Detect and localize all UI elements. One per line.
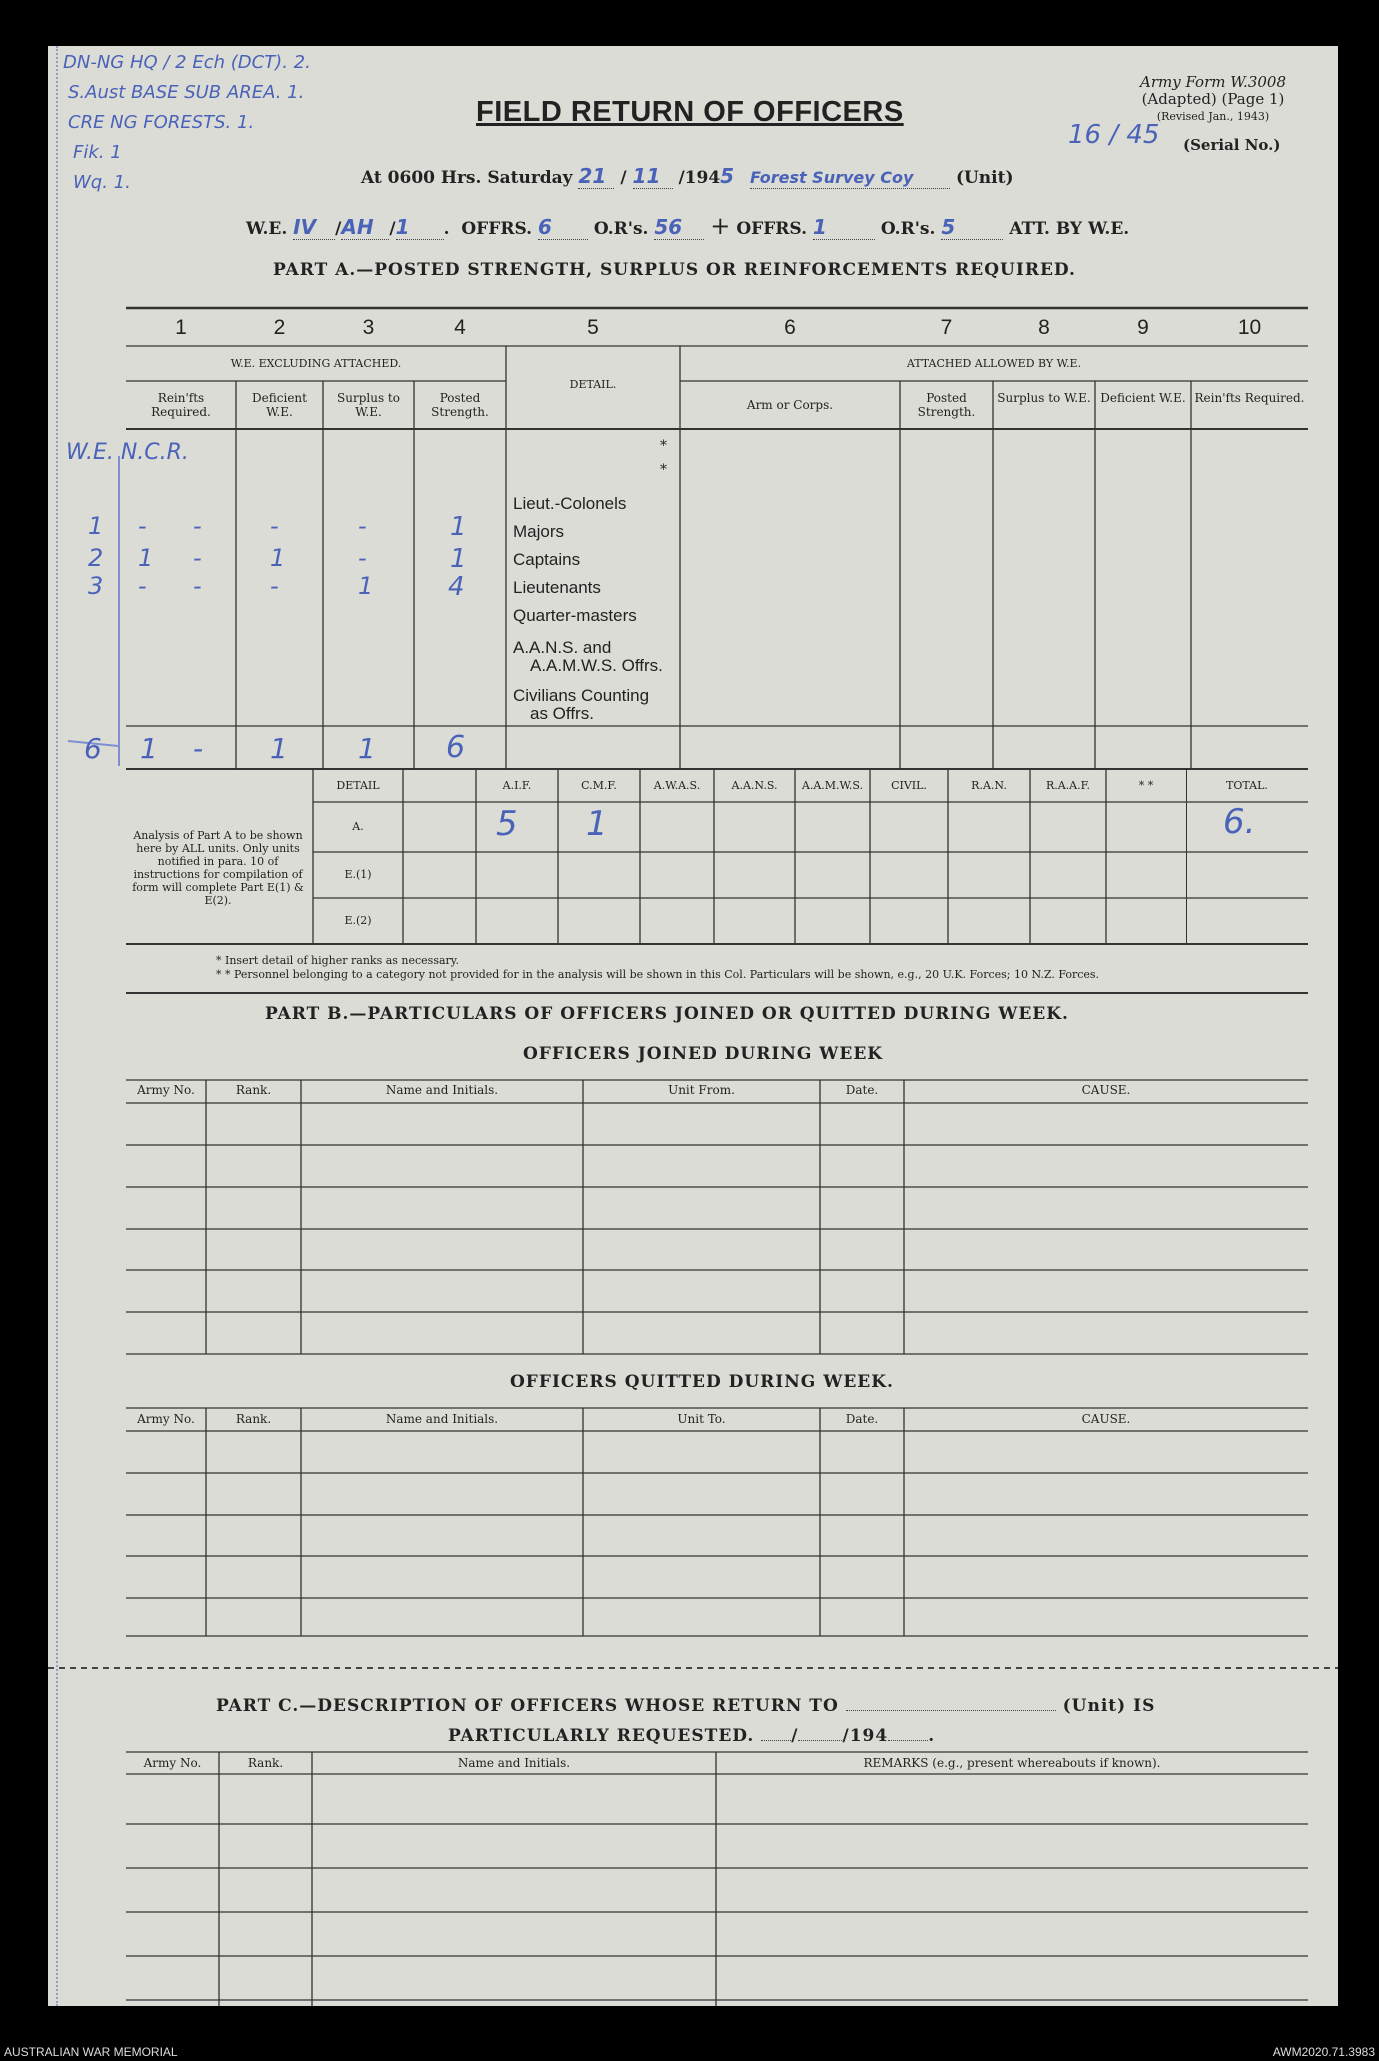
rank-lieutenants: Lieutenants xyxy=(513,578,601,597)
att-ors-value: 5 xyxy=(941,215,956,239)
footnote-1: * Insert detail of higher ranks as necessary. xyxy=(216,954,460,967)
star-2: * xyxy=(660,462,667,478)
analysis-h-aans: A.A.N.S. xyxy=(731,779,778,792)
analysis-h-civil: CIVIL. xyxy=(891,779,927,792)
hw-c5-r3: 4 xyxy=(448,572,465,602)
partc-h-remarks: REMARKS (e.g., present whereabouts if known). xyxy=(863,1756,1161,1770)
year-prefix: 194 xyxy=(684,168,721,188)
quitted-h-cause: CAUSE. xyxy=(1081,1412,1131,1426)
quitted-h-date: Date. xyxy=(845,1412,879,1426)
analysis-h-aif: A.I.F. xyxy=(502,779,532,792)
margin-note-4: Fik. 1 xyxy=(73,142,122,163)
part-b-title: PART B.—PARTICULARS OF OFFICERS JOINED OR QUITTED DURING WEEK. xyxy=(265,1004,1069,1024)
arm-header: Arm or Corps. xyxy=(746,398,834,412)
left-group-header: W.E. EXCLUDING ATTACHED. xyxy=(230,357,402,370)
surplus-header: Surplus to W.E. xyxy=(337,391,400,419)
col-num-4: 4 xyxy=(454,316,466,339)
hw-row-num-total: 6 xyxy=(84,732,102,765)
month-value: 11 xyxy=(632,164,661,188)
col-num-7: 7 xyxy=(940,316,953,339)
unit-value: Forest Survey Coy xyxy=(750,168,914,187)
hw-c5-total: 6 xyxy=(446,730,466,765)
att-offrs-value: 1 xyxy=(812,215,827,239)
hw-cmf: 1 xyxy=(586,804,608,844)
joined-h-army-no: Army No. xyxy=(137,1083,195,1097)
surplus-r-header: Surplus to W.E. xyxy=(997,391,1091,405)
quitted-h-rank: Rank. xyxy=(235,1412,272,1426)
rank-quartermasters: Quarter-masters xyxy=(513,606,637,625)
joined-h-name: Name and Initials. xyxy=(385,1083,499,1097)
quitted-h-army-no: Army No. xyxy=(137,1412,195,1426)
analysis-h-cmf: C.M.F. xyxy=(581,779,617,792)
hw-c5-r2: 1 xyxy=(450,544,467,574)
hw-row-num-1: 1 xyxy=(88,512,104,540)
partc-h-name: Name and Initials. xyxy=(457,1756,571,1770)
joined-h-date: Date. xyxy=(845,1083,879,1097)
hw-total: 6. xyxy=(1223,802,1256,842)
archive-credit: AUSTRALIAN WAR MEMORIAL xyxy=(4,2045,178,2059)
analysis-row-a: A. xyxy=(352,820,364,833)
hw-row-num-3: 3 xyxy=(88,572,104,600)
hw-c3-total: 1 xyxy=(270,732,288,765)
hw-c2-r2: - xyxy=(193,544,202,572)
right-group-header: ATTACHED ALLOWED BY W.E. xyxy=(906,357,1082,370)
hw-c4-total: 1 xyxy=(358,732,376,765)
posted-r-header: Posted Strength. xyxy=(917,391,976,419)
year-digit: 5 xyxy=(720,164,735,188)
form-number: Army Form W.3008 xyxy=(1140,73,1286,91)
part-c-requested: PARTICULARLY REQUESTED. xyxy=(448,1726,755,1746)
analysis-h-awas: A.W.A.S. xyxy=(653,779,701,792)
offrs-label: OFFRS. xyxy=(461,219,533,239)
we-c: 1 xyxy=(395,215,410,239)
col-num-1: 1 xyxy=(175,316,187,339)
hw-c1-r2: 1 xyxy=(138,544,154,572)
hw-c2-r3: - xyxy=(193,572,202,600)
analysis-h-ran: R.A.N. xyxy=(971,779,1007,792)
we-label: W.E. xyxy=(246,219,288,239)
col-num-3: 3 xyxy=(362,316,375,339)
hw-row-num-2: 2 xyxy=(88,544,104,572)
hw-we-heading: W.E. N.C.R. xyxy=(66,440,189,465)
att-label: ATT. BY W.E. xyxy=(1009,219,1130,239)
rank-civilians: Civilians Counting xyxy=(513,686,650,705)
col-num-5: 5 xyxy=(587,316,599,339)
analysis-note: Analysis of Part A to be shown here by ALL units. Only units notified in para. 10 of instructions for compilation of form will complete Part E(1) & E(2). xyxy=(132,829,304,907)
att-ors-label: O.R's. xyxy=(880,219,936,239)
analysis-h-raaf: R.A.A.F. xyxy=(1045,779,1091,792)
hw-c1-total: 1 xyxy=(140,732,158,765)
hw-c4-r2: - xyxy=(358,544,367,572)
hw-c4-r1: - xyxy=(358,512,367,540)
plus-sign: + xyxy=(710,212,731,240)
rank-aamws: A.A.M.W.S. Offrs. xyxy=(530,656,663,675)
margin-note-3: CRE NG FORESTS. 1. xyxy=(68,112,255,133)
hw-c1-r1: - xyxy=(138,512,147,540)
margin-note-1: DN-NG HQ / 2 Ech (DCT). 2. xyxy=(63,52,311,73)
partc-h-army-no: Army No. xyxy=(143,1756,202,1770)
quitted-h-name: Name and Initials. xyxy=(385,1412,499,1426)
star-1: * xyxy=(660,438,667,454)
reinf-header: Rein'fts Required. xyxy=(151,391,211,419)
hw-c3-r1: - xyxy=(270,512,279,540)
date-line: At 0600 Hrs. Saturday 21 / 11 /1945 Forest Survey Coy (Unit) xyxy=(361,164,1014,188)
joined-h-unit-from: Unit From. xyxy=(668,1083,735,1097)
col-num-2: 2 xyxy=(273,316,286,339)
we-b: AH xyxy=(341,215,374,239)
serial-handwritten: 16 / 45 xyxy=(1068,120,1160,150)
day-value: 21 xyxy=(578,164,607,188)
joined-h-cause: CAUSE. xyxy=(1081,1083,1131,1097)
analysis-row-e2: E.(2) xyxy=(344,914,372,927)
ors-label: O.R's. xyxy=(593,219,649,239)
form-revised: (Revised Jan., 1943) xyxy=(1156,110,1270,123)
rank-civilians-2: as Offrs. xyxy=(530,704,594,723)
rank-captains: Captains xyxy=(513,550,581,569)
rank-majors: Majors xyxy=(513,522,565,541)
quitted-h-unit-to: Unit To. xyxy=(677,1412,726,1426)
partc-h-rank: Rank. xyxy=(247,1756,284,1770)
att-offrs-label: OFFRS. xyxy=(736,219,807,239)
hw-c5-r1: 1 xyxy=(450,512,467,542)
rank-lt-colonels: Lieut.-Colonels xyxy=(513,494,627,513)
analysis-h-aamws: A.A.M.W.S. xyxy=(801,779,864,792)
hw-c2-r1: - xyxy=(193,512,202,540)
at-label: At 0600 Hrs. Saturday xyxy=(361,168,573,188)
analysis-h-total: TOTAL. xyxy=(1226,779,1268,792)
margin-note-2: S.Aust BASE SUB AREA. 1. xyxy=(68,82,305,103)
archive-id: AWM2020.71.3983 xyxy=(1272,2045,1375,2059)
part-c-line1 xyxy=(216,1696,1155,1716)
part-c-year: /194 xyxy=(842,1726,889,1746)
col-num-6: 6 xyxy=(784,316,796,339)
detail-header: DETAIL. xyxy=(569,378,617,391)
col-num-10: 10 xyxy=(1237,316,1262,339)
hw-c4-r3: 1 xyxy=(358,572,374,600)
deficient-header: Deficient W.E. xyxy=(252,391,307,419)
offrs-value: 6 xyxy=(537,215,552,239)
part-c-unit: (Unit) IS xyxy=(1062,1696,1156,1716)
hw-c1-r3: - xyxy=(138,572,147,600)
joined-title: OFFICERS JOINED DURING WEEK xyxy=(523,1044,884,1064)
analysis-h-stars: * * xyxy=(1138,779,1154,792)
margin-note-5: Wq. 1. xyxy=(73,172,131,193)
we-a: IV xyxy=(293,215,317,239)
hw-c2-total: - xyxy=(193,732,204,765)
form-page xyxy=(48,46,1338,2006)
footnote-2: * * Personnel belonging to a category not provided for in the analysis will be shown in this Col. Particulars will be shown, e.g., 20 U.K. Forces; 10 N.Z. Forces. xyxy=(216,968,1100,981)
reinf-r-header: Rein'fts Required. xyxy=(1194,391,1305,405)
part-a-title: PART A.—POSTED STRENGTH, SURPLUS OR REINFORCEMENTS REQUIRED. xyxy=(273,260,1076,280)
part-c-line2: PARTICULARLY REQUESTED. / /194 . xyxy=(448,1726,936,1746)
analysis-h-detail: DETAIL xyxy=(336,779,380,792)
col-num-8: 8 xyxy=(1038,316,1050,339)
rank-aans: A.A.N.S. and xyxy=(513,638,612,657)
ors-value: 56 xyxy=(654,215,683,239)
page-title: FIELD RETURN OF OFFICERS xyxy=(476,96,904,128)
posted-header: Posted Strength. xyxy=(431,391,489,419)
joined-h-rank: Rank. xyxy=(235,1083,272,1097)
quitted-title: OFFICERS QUITTED DURING WEEK. xyxy=(510,1372,894,1392)
hw-aif: 5 xyxy=(496,804,518,844)
hw-c3-r2: 1 xyxy=(270,544,286,572)
total-col-line xyxy=(1186,769,1187,944)
we-line: W.E. IV /AH /1 . OFFRS. 6 O.R's. 56 + OFFRS. 1 O.R's. 5 ATT. BY W.E. xyxy=(246,212,1130,240)
col-num-9: 9 xyxy=(1137,316,1149,339)
part-c-title: PART C.—DESCRIPTION OF OFFICERS WHOSE RETURN TO xyxy=(216,1696,839,1716)
deficient-r-header: Deficient W.E. xyxy=(1100,391,1186,405)
serial-label: (Serial No.) xyxy=(1183,136,1281,154)
hw-c3-r3: - xyxy=(270,572,279,600)
form-adapted: (Adapted) (Page 1) xyxy=(1141,90,1285,108)
analysis-row-e1: E.(1) xyxy=(344,868,372,881)
unit-label: (Unit) xyxy=(955,168,1014,188)
